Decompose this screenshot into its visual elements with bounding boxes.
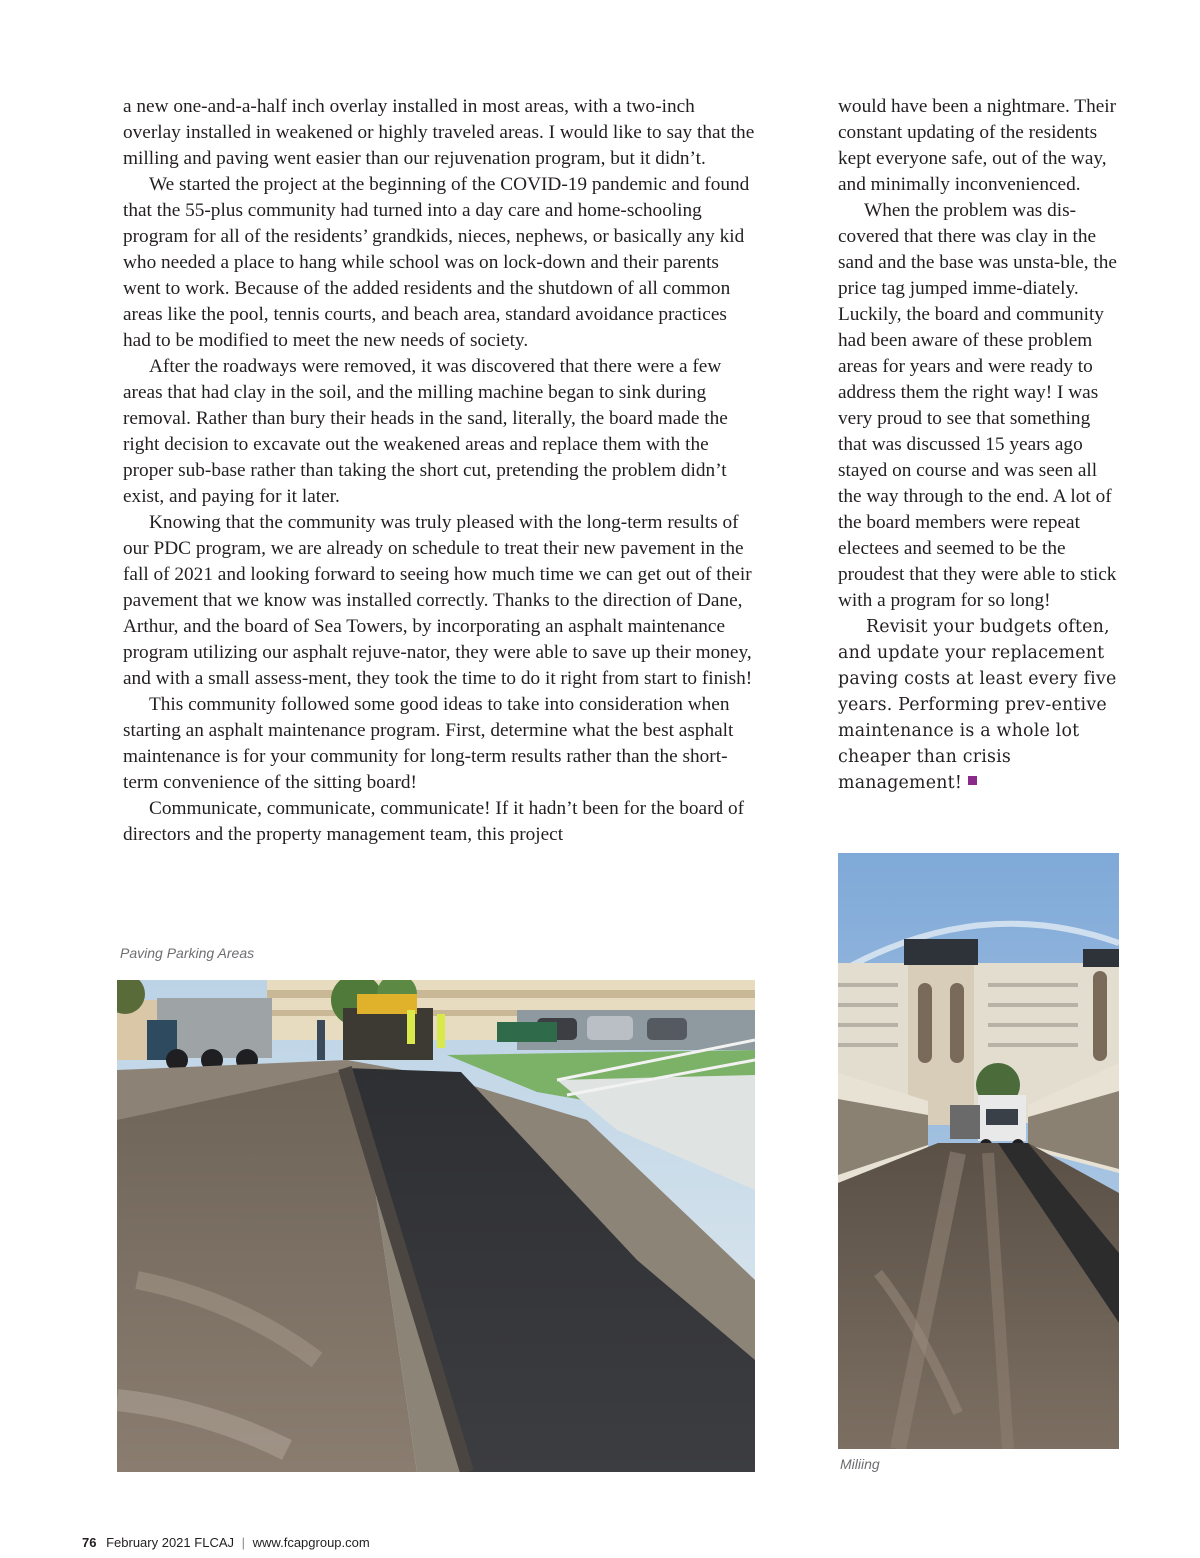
photo-caption-milling: Miliing (840, 1456, 880, 1472)
photo-caption-paving: Paving Parking Areas (120, 945, 255, 961)
website-link[interactable]: www.fcapgroup.com (252, 1535, 370, 1550)
paving-photo-illustration (117, 980, 755, 1472)
page-number: 76 (82, 1535, 97, 1550)
end-of-article-mark (968, 776, 977, 785)
continuation-paragraph: would have been a nightmare. Their constant updating of the residents kept everyone safe, out of the way, and minimally inconvenienced. (838, 96, 1117, 195)
issue-date: February 2021 (106, 1535, 191, 1550)
milling-photo (838, 853, 1119, 1449)
milling-photo-illustration (838, 853, 1119, 1449)
paving-photo (117, 980, 755, 1472)
body-paragraph: After the roadways were removed, it was discovered that there were a few areas that had clay in the soil, and the milling machine began to sink during removal. Rather than bury their heads in the sand, literally, the board made the right decision to excavate out the weakened areas and replace them with the proper sub-base rather than taking the short cut, pretending the problem didn’t exist, and paying for it later. (123, 356, 728, 507)
body-paragraph: When the problem was dis-covered that there was clay in the sand and the base was unsta-ble, the price tag jumped imme-diately. Luckily, the board and community had been aware of these problem areas for years and were ready to address them the right way! I was very proud to see that something that was discussed 15 years ago stayed on course and was seen all the way through to the end. A lot of the board members were repeat electees and seemed to be the proudest that they were able to stick with a program for so long! (838, 200, 1117, 611)
publication-name: FLCAJ (194, 1535, 235, 1550)
body-paragraph: This community followed some good ideas to take into consideration when starting an asphalt maintenance program. First, determine what the best asphalt maintenance is for your community for long-term results rather than the short-term convenience of the sitting board! (123, 694, 734, 793)
footer-separator: | (241, 1535, 246, 1550)
page-footer (82, 1535, 370, 1550)
callout-paragraph (838, 614, 1120, 796)
left-column (123, 94, 755, 848)
body-paragraph: We started the project at the beginning of the COVID-19 pandemic and found that the 55-plus community had turned into a day care and home-schooling program for all of the residents’ grandkids, nieces, nephews, or basically any kid who needed a place to hang while school was on lock-down and their parents went to work. Because of the added residents and the shutdown of all common areas like the pool, tennis courts, and beach area, standard avoidance practices had to be modified to meet the new needs of society. (123, 174, 750, 351)
body-paragraph: Knowing that the community was truly pleased with the long-term results of our PDC program, we are already on schedule to treat their new pavement in the fall of 2021 and looking forward to seeing how much time we can get out of their pavement that we know was installed correctly. Thanks to the direction of Dane, Arthur, and the board of Sea Towers, by incorporating an asphalt maintenance program utilizing our asphalt rejuve-nator, they were able to save up their money, and with a small assess-ment, they took the time to do it right from start to finish! (123, 512, 753, 689)
callout-text: Revisit your budgets often, and update your replacement paving costs at least every five years. Performing prev-entive maintenance is a whole lot cheaper than crisis management! (838, 617, 1117, 793)
right-column (838, 94, 1120, 796)
body-paragraph: Communicate, communicate, communicate! If it hadn’t been for the board of directors and the property management team, this project (123, 798, 745, 845)
body-paragraph: a new one-and-a-half inch overlay installed in most areas, with a two-inch overlay installed in weakened or highly traveled areas. I would like to say that the milling and paving went easier than our rejuvenation program, but it didn’t. (123, 96, 755, 169)
